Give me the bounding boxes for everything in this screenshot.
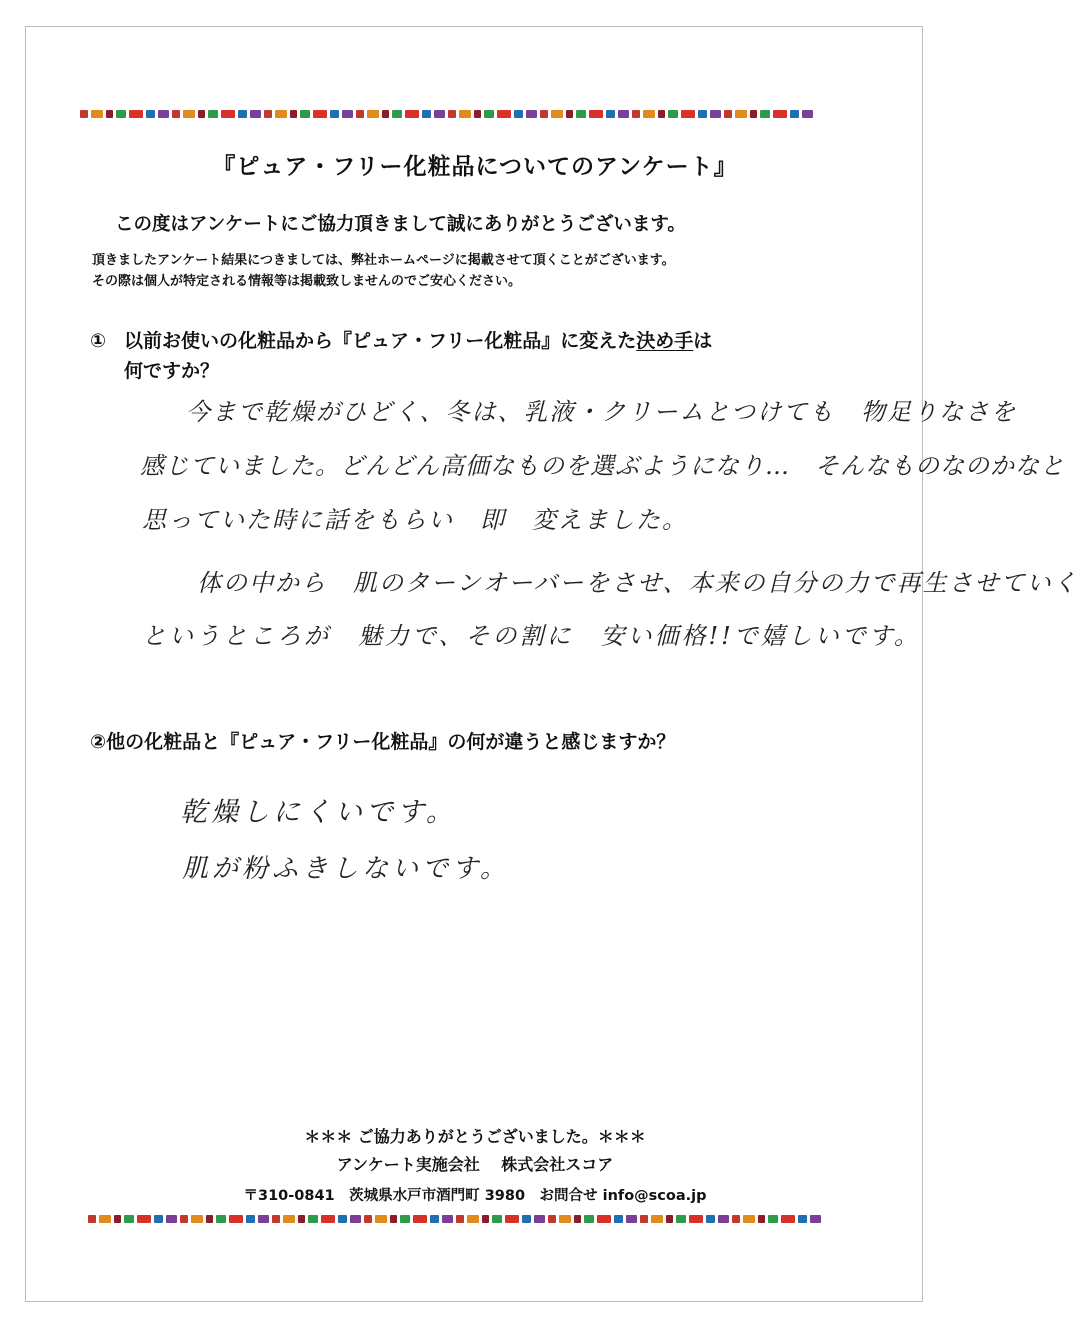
- border-dot: [191, 1215, 203, 1223]
- border-dot: [422, 110, 431, 118]
- border-dot: [589, 110, 603, 118]
- border-dot: [760, 110, 770, 118]
- answer2-line2: 肌が粉ふきしないです。: [182, 854, 510, 884]
- border-dot: [283, 1215, 295, 1223]
- border-dot: [666, 1215, 673, 1223]
- border-dot: [632, 110, 640, 118]
- border-dot: [216, 1215, 226, 1223]
- border-dot: [750, 110, 757, 118]
- border-dot: [442, 1215, 453, 1223]
- footer-thanks: ＊＊＊ ご協力ありがとうございました。＊＊＊: [304, 1127, 646, 1146]
- answer1-line1: 今まで乾燥がひどく、冬は、乳液・クリームとつけても 物足りなさを: [186, 398, 1018, 426]
- border-dot: [456, 1215, 464, 1223]
- border-dot: [640, 1215, 648, 1223]
- border-dot: [781, 1215, 795, 1223]
- answer2-line1: 乾燥しにくいです。: [180, 797, 457, 828]
- question1-number: ①: [90, 330, 107, 352]
- border-dot: [732, 1215, 740, 1223]
- question1-text-before: 以前お使いの化粧品から『ピュア・フリー化粧品』に変えた: [124, 330, 637, 352]
- border-dot: [275, 110, 287, 118]
- border-dot: [522, 1215, 531, 1223]
- border-dot: [250, 110, 261, 118]
- border-dot: [367, 110, 379, 118]
- border-dot: [413, 1215, 427, 1223]
- border-dot: [724, 110, 732, 118]
- border-dot: [390, 1215, 397, 1223]
- border-dot: [405, 110, 419, 118]
- border-dot: [208, 110, 218, 118]
- border-dot: [221, 110, 235, 118]
- border-dot: [114, 1215, 121, 1223]
- border-dot: [206, 1215, 213, 1223]
- border-dot: [330, 110, 339, 118]
- border-dot: [643, 110, 655, 118]
- intro-note-line2: その際は個人が特定される情報等は掲載致しませんのでご安心ください。: [92, 274, 522, 289]
- border-dot: [459, 110, 471, 118]
- border-dot: [448, 110, 456, 118]
- border-dot: [430, 1215, 439, 1223]
- border-dot: [534, 1215, 545, 1223]
- border-dot: [246, 1215, 255, 1223]
- border-dot: [137, 1215, 151, 1223]
- border-dot: [566, 110, 573, 118]
- border-dot: [350, 1215, 361, 1223]
- border-dot: [99, 1215, 111, 1223]
- border-dot: [183, 110, 195, 118]
- border-dot: [298, 1215, 305, 1223]
- decorative-dot-border-top: [80, 108, 825, 120]
- border-dot: [321, 1215, 335, 1223]
- intro-note-line1: 頂きましたアンケート結果につきましては、弊社ホームページに掲載させて頂くことがございます。: [92, 253, 675, 268]
- border-dot: [540, 110, 548, 118]
- border-dot: [264, 110, 272, 118]
- border-dot: [172, 110, 180, 118]
- border-dot: [505, 1215, 519, 1223]
- border-dot: [258, 1215, 269, 1223]
- border-dot: [229, 1215, 243, 1223]
- border-dot: [492, 1215, 502, 1223]
- page-title: 『ピュア・フリー化粧品についてのアンケート』: [212, 154, 738, 180]
- border-dot: [158, 110, 169, 118]
- border-dot: [651, 1215, 663, 1223]
- border-dot: [375, 1215, 387, 1223]
- border-dot: [392, 110, 402, 118]
- border-dot: [658, 110, 665, 118]
- border-dot: [80, 110, 88, 118]
- answer1-line4: 体の中から 肌のターンオーバーをさせ、本来の自分の力で再生させていく: [197, 569, 1079, 597]
- answer1-line2: 感じていました。どんどん高価なものを選ぶようになり… そんなものなのかなと: [140, 452, 1065, 480]
- border-dot: [300, 110, 310, 118]
- border-dot: [238, 110, 247, 118]
- border-dot: [313, 110, 327, 118]
- border-dot: [802, 110, 813, 118]
- border-dot: [129, 110, 143, 118]
- border-dot: [710, 110, 721, 118]
- border-dot: [798, 1215, 807, 1223]
- border-dot: [342, 110, 353, 118]
- border-dot: [308, 1215, 318, 1223]
- border-dot: [338, 1215, 347, 1223]
- question1-text-underlined: 決め手: [636, 330, 694, 352]
- border-dot: [743, 1215, 755, 1223]
- border-dot: [382, 110, 389, 118]
- border-dot: [166, 1215, 177, 1223]
- border-dot: [400, 1215, 410, 1223]
- border-dot: [559, 1215, 571, 1223]
- border-dot: [668, 110, 678, 118]
- border-dot: [790, 110, 799, 118]
- border-dot: [124, 1215, 134, 1223]
- border-dot: [698, 110, 707, 118]
- border-dot: [718, 1215, 729, 1223]
- question1-line2: 何ですか？: [124, 360, 220, 382]
- border-dot: [606, 110, 615, 118]
- intro-thanks: この度はアンケートにご協力頂きまして誠にありがとうございます。: [115, 214, 686, 235]
- border-dot: [735, 110, 747, 118]
- border-dot: [574, 1215, 581, 1223]
- border-dot: [626, 1215, 637, 1223]
- border-dot: [484, 110, 494, 118]
- border-dot: [88, 1215, 96, 1223]
- border-dot: [198, 110, 205, 118]
- border-dot: [290, 110, 297, 118]
- question1-line1: [90, 326, 712, 353]
- border-dot: [676, 1215, 686, 1223]
- question1-text-after: は: [693, 330, 713, 352]
- border-dot: [773, 110, 787, 118]
- border-dot: [597, 1215, 611, 1223]
- border-dot: [689, 1215, 703, 1223]
- border-dot: [526, 110, 537, 118]
- border-dot: [551, 110, 563, 118]
- border-dot: [474, 110, 481, 118]
- border-dot: [768, 1215, 778, 1223]
- border-dot: [548, 1215, 556, 1223]
- border-dot: [272, 1215, 280, 1223]
- border-dot: [618, 110, 629, 118]
- border-dot: [497, 110, 511, 118]
- border-dot: [91, 110, 103, 118]
- question2-text: ②他の化粧品と『ピュア・フリー化粧品』の何が違うと感じますか？: [90, 731, 676, 753]
- border-dot: [706, 1215, 715, 1223]
- answer1-line3: 思っていた時に話をもらい 即 変えました。: [142, 506, 688, 534]
- border-dot: [154, 1215, 163, 1223]
- answer1-line5: というところが 魅力で、その割に 安い価格!!で嬉しいです。: [142, 622, 921, 650]
- decorative-dot-border-bottom: [88, 1213, 833, 1225]
- border-dot: [576, 110, 586, 118]
- border-dot: [482, 1215, 489, 1223]
- border-dot: [614, 1215, 623, 1223]
- border-dot: [180, 1215, 188, 1223]
- footer-company: アンケート実施会社 株式会社スコア: [336, 1155, 614, 1174]
- border-dot: [356, 110, 364, 118]
- border-dot: [758, 1215, 765, 1223]
- border-dot: [106, 110, 113, 118]
- border-dot: [810, 1215, 821, 1223]
- border-dot: [434, 110, 445, 118]
- border-dot: [681, 110, 695, 118]
- border-dot: [146, 110, 155, 118]
- border-dot: [514, 110, 523, 118]
- border-dot: [467, 1215, 479, 1223]
- border-dot: [116, 110, 126, 118]
- border-dot: [364, 1215, 372, 1223]
- border-dot: [584, 1215, 594, 1223]
- footer-address: 〒310-0841 茨城県水戸市酒門町 3980 お問合せ info@scoa.jp: [243, 1188, 707, 1204]
